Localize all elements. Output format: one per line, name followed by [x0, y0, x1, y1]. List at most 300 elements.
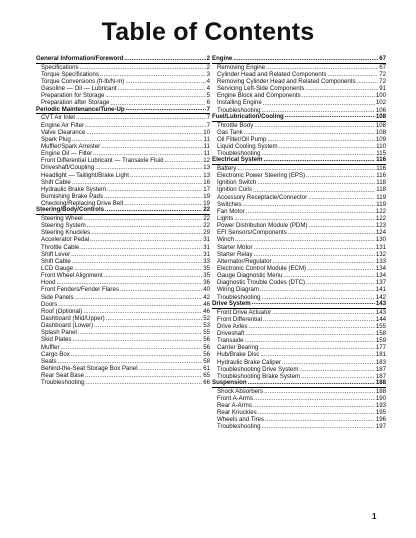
toc-entry-label: Installing Engine: [217, 99, 262, 107]
toc-entry-page: 119: [376, 200, 386, 208]
toc-section-heading: [212, 114, 386, 122]
page-number: 1: [372, 512, 377, 521]
dot-leader: [84, 215, 203, 222]
toc-entry: [36, 365, 210, 372]
toc-entry-label: General Information/Foreword: [36, 55, 124, 63]
toc-entry-label: LCD Gauge: [41, 265, 74, 273]
toc-entry: [36, 85, 210, 92]
toc-entry-label: Electrical System: [212, 156, 263, 164]
dot-leader: [139, 365, 203, 372]
toc-entry-page: 53: [203, 322, 210, 330]
toc-entry: [212, 78, 386, 85]
toc-entry-label: Lights: [217, 215, 234, 223]
toc-entry: [212, 316, 386, 323]
dot-leader: [72, 179, 202, 186]
toc-entry: [36, 150, 210, 157]
toc-entry-label: Front Wheel Alignment: [41, 272, 103, 280]
toc-entry: [36, 329, 210, 336]
dot-leader: [273, 258, 375, 265]
toc-entry-page: 46: [203, 307, 210, 315]
dot-leader: [90, 236, 202, 243]
toc-entry: [212, 344, 386, 351]
toc-entry-page: 134: [375, 265, 386, 273]
toc-section-heading: [212, 157, 386, 165]
dot-leader: [279, 143, 376, 150]
toc-entry-page: 11: [203, 142, 210, 150]
toc-entry: [212, 215, 386, 222]
toc-entry-page: 122: [375, 215, 386, 223]
toc-entry: [36, 301, 210, 308]
toc-entry: [212, 272, 386, 279]
dot-leader: [237, 165, 375, 172]
toc-entry-label: Cylinder Head and Related Components: [217, 70, 327, 78]
dot-leader: [263, 157, 375, 164]
toc-entry: [36, 229, 210, 236]
toc-entry-label: Driveshaft/Coupling: [41, 164, 95, 172]
toc-entry-page: 119: [376, 193, 386, 201]
toc-entry-label: Power Distribution Module (PDM): [217, 222, 308, 230]
toc-entry-label: Skid Plates: [41, 336, 72, 344]
toc-entry: [36, 157, 210, 164]
toc-entry-page: 19: [203, 192, 210, 200]
dot-leader: [104, 193, 202, 200]
toc-entry-label: Front A-Arms: [217, 394, 253, 402]
toc-entry-label: Splash Panel: [41, 329, 77, 337]
toc-entry: [36, 372, 210, 379]
toc-entry: [36, 308, 210, 315]
dot-leader: [101, 143, 203, 150]
toc-section-heading: [36, 56, 210, 64]
toc-entry-page: 143: [375, 308, 386, 316]
toc-left-column: [36, 56, 210, 386]
toc-entry-label: Starter Relay: [217, 250, 253, 258]
toc-entry-label: Throttle Cable: [41, 243, 80, 251]
toc-entry-label: Driveshaft: [217, 329, 245, 337]
toc-entry-page: 108: [375, 121, 386, 129]
toc-entry-label: Accessory Receptacle/Connector: [217, 193, 308, 201]
dot-leader: [327, 71, 378, 78]
toc-entry-label: Steering System: [41, 222, 86, 230]
toc-entry-page: 193: [375, 402, 386, 410]
toc-entry: [212, 85, 386, 92]
page-title: Table of Contents: [101, 18, 315, 46]
dot-leader: [234, 215, 375, 222]
toc-entry-label: Specifications: [41, 63, 79, 71]
dot-leader: [258, 409, 375, 416]
toc-entry: [212, 337, 386, 344]
toc-entry-label: Valve Clearance: [41, 128, 86, 136]
toc-entry: [36, 236, 210, 243]
toc-entry-label: Shift Cable: [41, 178, 71, 186]
toc-entry: [212, 100, 386, 107]
toc-entry: [212, 265, 386, 272]
toc-entry-page: 118: [376, 179, 386, 187]
dot-leader: [245, 330, 374, 337]
dot-leader: [105, 207, 202, 214]
toc-entry: [212, 351, 386, 358]
toc-entry: [212, 136, 386, 143]
toc-entry-page: 110: [376, 142, 386, 150]
toc-entry-label: Hood: [41, 279, 56, 287]
toc-entry-page: 56: [203, 336, 210, 344]
toc-entry-page: 7: [206, 105, 210, 113]
toc-entry: [36, 215, 210, 222]
toc-entry-page: 11: [203, 150, 210, 158]
toc-entry-label: Checking/Replacing Drive Belt: [41, 200, 124, 208]
toc-section-heading: [212, 301, 386, 309]
dot-leader: [118, 85, 206, 92]
toc-entry-label: Troubleshooting: [41, 379, 85, 387]
dot-leader: [58, 301, 202, 308]
toc-entry-label: Troubleshooting: [217, 150, 261, 158]
dot-leader: [306, 172, 375, 179]
toc-section-heading: [212, 380, 386, 388]
toc-entry-label: Diagnostic Trouble Codes (DTC): [217, 279, 306, 287]
toc-entry-label: Rear A-Arms: [217, 402, 252, 410]
toc-entry: [36, 244, 210, 251]
toc-entry-page: 116: [376, 172, 386, 180]
toc-entry: [212, 236, 386, 243]
dot-leader: [357, 78, 379, 85]
toc-section-heading: [212, 56, 386, 64]
toc-entry-page: 91: [379, 85, 386, 93]
toc-entry-label: Burnishing Brake Pads: [41, 192, 103, 200]
toc-entry-page: 159: [375, 337, 386, 345]
toc-entry-label: Front Fenders/Fender Flares: [41, 286, 119, 294]
dot-leader: [264, 388, 375, 395]
dot-leader: [130, 172, 202, 179]
toc-entry-page: 33: [203, 257, 210, 265]
toc-entry-label: Engine Air Filter: [41, 121, 85, 129]
dot-leader: [263, 100, 375, 107]
toc-entry-page: 31: [203, 236, 210, 244]
toc-entry-label: Electronic Power Steering (EPS): [217, 172, 306, 180]
toc-entry-page: 109: [375, 135, 386, 143]
dot-leader: [265, 416, 375, 423]
toc-entry-page: 11: [203, 135, 210, 143]
toc-entry-label: Oil Filter/Oil Pump: [217, 135, 267, 143]
toc-section-heading: [36, 207, 210, 215]
toc-entry-page: 12: [203, 157, 210, 165]
dot-leader: [259, 344, 375, 351]
dot-leader: [285, 113, 375, 120]
toc-entry-page: 177: [375, 344, 386, 352]
toc-entry-label: Torque Specifications: [41, 70, 99, 78]
toc-entry-page: 56: [203, 343, 210, 351]
toc-entry-label: Preparation for Storage: [41, 92, 105, 100]
toc-entry: [212, 258, 386, 265]
toc-entry: [36, 164, 210, 171]
dot-leader: [85, 372, 202, 379]
toc-entry-page: 2: [206, 55, 210, 63]
toc-section-heading: [36, 107, 210, 115]
toc-entry-label: Dashboard (Lower): [41, 322, 94, 330]
toc-entry-label: Gasoline — Oil — Lubricant: [41, 85, 117, 93]
toc-entry-label: Wheels and Tires: [217, 416, 265, 424]
toc-entry-label: Fuel/Lubrication/Cooling: [212, 112, 284, 120]
dot-leader: [267, 136, 374, 143]
dot-leader: [126, 106, 206, 113]
toc-entry-label: Engine: [212, 55, 233, 63]
dot-leader: [85, 379, 202, 386]
toc-entry-page: 144: [375, 315, 386, 323]
toc-entry-page: 13: [203, 164, 210, 172]
toc-entry-page: 122: [375, 207, 386, 215]
dot-leader: [106, 315, 203, 322]
toc-entry: [36, 286, 210, 293]
toc-entry: [212, 251, 386, 258]
toc-entry: [36, 122, 210, 129]
toc-entry-label: Engine Oil — Filter: [41, 150, 93, 158]
toc-entry-page: 72: [379, 78, 386, 86]
toc-entry-page: 187: [375, 372, 386, 380]
toc-entry-label: Throttle Body: [217, 121, 254, 129]
toc-entry-page: 67: [379, 63, 386, 71]
dot-leader: [83, 308, 202, 315]
toc-entry-label: Seats: [41, 357, 57, 365]
toc-entry-page: 55: [203, 329, 210, 337]
dot-leader: [72, 258, 202, 265]
dot-leader: [71, 251, 202, 258]
dot-leader: [120, 286, 202, 293]
dot-leader: [257, 179, 375, 186]
dot-leader: [125, 78, 205, 85]
toc-entry-label: Side Panels: [41, 293, 74, 301]
dot-leader: [246, 208, 375, 215]
toc-entry-page: 132: [375, 250, 386, 258]
toc-entry: [212, 194, 386, 201]
toc-entry-label: Torque Conversions (ft-lb/N-m): [41, 78, 125, 86]
dot-leader: [74, 265, 202, 272]
toc-entry-label: Wiring Diagram: [217, 286, 259, 294]
toc-entry-label: Ignition Switch: [217, 179, 257, 187]
toc-entry-page: 190: [375, 394, 386, 402]
dot-leader: [58, 358, 203, 365]
toc-entry-label: Carrier Bearing: [217, 344, 259, 352]
toc-entry-label: Accelerator Pedal: [41, 236, 90, 244]
toc-entry-label: Shift Lever: [41, 250, 71, 258]
toc-entry-label: Gauge Diagnostic Menu: [217, 272, 283, 280]
toc-entry-page: 40: [203, 286, 210, 294]
dot-leader: [105, 92, 205, 99]
toc-entry: [212, 187, 386, 194]
dot-leader: [95, 164, 202, 171]
toc-entry-label: Steering Knuckles: [41, 229, 91, 237]
toc-entry-label: Rear Seat Base: [41, 372, 85, 380]
toc-entry-page: 124: [375, 229, 386, 237]
toc-entry-page: 72: [379, 70, 386, 78]
dot-leader: [308, 222, 374, 229]
toc-entry-page: 3: [206, 70, 210, 78]
toc-entry-label: Ignition Coils: [217, 186, 252, 194]
dot-leader: [235, 236, 375, 243]
toc-entry: [36, 265, 210, 272]
toc-entry-page: 116: [376, 156, 386, 164]
toc-entry-label: Removing Engine: [217, 63, 266, 71]
toc-entry: [36, 222, 210, 229]
toc-entry-page: 31: [203, 250, 210, 258]
dot-leader: [165, 157, 203, 164]
toc-entry-page: 196: [375, 416, 386, 424]
toc-entry-page: 102: [375, 99, 386, 107]
toc-entry: [212, 201, 386, 208]
toc-entry-page: 19: [203, 200, 210, 208]
dot-leader: [57, 279, 203, 286]
toc-entry-label: Liquid Cooling System: [217, 142, 278, 150]
toc-entry: [36, 344, 210, 351]
toc-entry-page: 52: [203, 315, 210, 323]
toc-entry-label: Rear Knuckles: [217, 409, 257, 417]
toc-entry-page: 115: [376, 150, 386, 158]
dot-leader: [75, 294, 203, 301]
dot-leader: [72, 336, 202, 343]
toc-entry-page: 66: [203, 379, 210, 387]
toc-entry-page: 7: [206, 114, 210, 122]
dot-leader: [87, 222, 203, 229]
dot-leader: [78, 329, 202, 336]
toc-entry-label: Front Differential: [217, 315, 262, 323]
dot-leader: [288, 229, 375, 236]
toc-entry-label: Steering Wheel: [41, 215, 83, 223]
toc-entry: [212, 309, 386, 316]
toc-entry-label: Engine Block and Components: [217, 92, 301, 100]
dot-leader: [86, 129, 202, 136]
toc-entry-label: Cargo Box: [41, 350, 70, 358]
toc-entry: [36, 379, 210, 386]
toc-entry-page: 106: [375, 106, 386, 114]
toc-entry-page: 134: [375, 272, 386, 280]
toc-entry: [212, 286, 386, 293]
toc-entry-page: 187: [375, 365, 386, 373]
toc-entry-label: Troubleshooting: [217, 106, 261, 114]
dot-leader: [305, 85, 378, 92]
toc-entry-label: Preparation after Storage: [41, 99, 110, 107]
toc-entry-label: Servicing Left-Side Components: [217, 85, 305, 93]
toc-entry: [36, 186, 210, 193]
toc-entry-page: 100: [375, 92, 386, 100]
toc-entry-page: 188: [375, 379, 386, 387]
toc-entry-page: 5: [206, 92, 210, 100]
toc-entry-label: Gas Tank: [217, 128, 243, 136]
toc-entry-page: 58: [203, 357, 210, 365]
toc-entry-page: 197: [375, 423, 386, 431]
dot-leader: [80, 64, 206, 71]
toc-entry: [36, 136, 210, 143]
dot-leader: [100, 71, 206, 78]
toc-entry: [36, 64, 210, 71]
toc-entry-page: 22: [203, 222, 210, 230]
dot-leader: [302, 92, 375, 99]
toc-entry-label: Spark Plug: [41, 135, 71, 143]
toc-entry-page: 4: [206, 85, 210, 93]
toc-entry: [212, 229, 386, 236]
toc-entry-label: CVT Air Inlet: [41, 114, 76, 122]
toc-entry-label: Drive System: [212, 299, 251, 307]
toc-entry: [212, 416, 386, 423]
toc-entry-label: Suspension: [212, 379, 247, 387]
toc-entry: [212, 388, 386, 395]
toc-entry-label: Hydraulic Brake Caliper: [217, 358, 282, 366]
toc-entry-page: 35: [203, 272, 210, 280]
toc-entry-label: Hub/Brake Disc: [217, 351, 260, 359]
dot-leader: [61, 344, 203, 351]
toc-entry: [212, 402, 386, 409]
toc-entry-page: 67: [379, 55, 386, 63]
toc-entry-page: 118: [376, 186, 386, 194]
toc-entry: [36, 251, 210, 258]
toc-entry-label: Troubleshooting: [217, 293, 261, 301]
toc-entry: [36, 294, 210, 301]
toc-entry-page: 195: [375, 409, 386, 417]
toc-entry-label: Front Drive Actuator: [217, 308, 272, 316]
dot-leader: [72, 136, 203, 143]
dot-leader: [248, 323, 374, 330]
dot-leader: [244, 129, 375, 136]
dot-leader: [307, 265, 375, 272]
toc-entry-page: 181: [375, 351, 386, 359]
dot-leader: [91, 229, 202, 236]
toc-entry-page: 46: [203, 300, 210, 308]
toc-entry-label: EFI Sensors/Components: [217, 229, 287, 237]
toc-entry-page: 36: [203, 279, 210, 287]
toc-entry-page: 65: [203, 372, 210, 380]
toc-entry: [212, 409, 386, 416]
toc-entry-label: Troubleshooting Drive System: [217, 365, 299, 373]
toc-entry: [36, 258, 210, 265]
toc-entry-page: 56: [203, 350, 210, 358]
toc-entry-label: Periodic Maintenance/Tune-Up: [36, 105, 125, 113]
dot-leader: [233, 56, 378, 63]
toc-entry-page: 61: [203, 365, 210, 372]
toc-entry: [36, 92, 210, 99]
toc-entry-label: Troubleshooting: [217, 423, 261, 431]
toc-entry: [36, 272, 210, 279]
toc-entry-page: 29: [203, 229, 210, 237]
toc-entry: [212, 222, 386, 229]
toc-entry-page: 4: [206, 78, 210, 86]
toc-entry: [36, 78, 210, 85]
toc-entry-page: 141: [375, 286, 386, 294]
toc-entry-label: Troubleshooting Brake System: [217, 372, 301, 380]
toc-right-column: [212, 56, 386, 431]
toc-entry: [212, 359, 386, 366]
toc-entry-page: 183: [375, 358, 386, 366]
toc-entry: [212, 279, 386, 286]
toc-entry-label: Muffler/Spark Arrester: [41, 142, 101, 150]
toc-entry-page: 31: [203, 243, 210, 251]
toc-entry-page: 6: [206, 99, 210, 107]
toc-entry-label: Removing Cylinder Head and Related Components: [217, 78, 356, 86]
dot-leader: [260, 286, 375, 293]
dot-leader: [253, 187, 375, 194]
dot-leader: [272, 309, 375, 316]
toc-entry: [212, 71, 386, 78]
toc-entry: [212, 366, 386, 373]
dot-leader: [107, 186, 202, 193]
toc-entry-label: Switches: [217, 200, 242, 208]
dot-leader: [282, 359, 375, 366]
toc-entry-page: 108: [375, 128, 386, 136]
toc-entry: [212, 208, 386, 215]
toc-entry-page: 7: [206, 121, 210, 129]
toc-entry: [212, 165, 386, 172]
toc-entry: [36, 358, 210, 365]
dot-leader: [252, 300, 375, 307]
toc-entry: [212, 323, 386, 330]
toc-entry: [36, 129, 210, 136]
dot-leader: [124, 56, 205, 63]
toc-entry-page: 131: [375, 243, 386, 251]
